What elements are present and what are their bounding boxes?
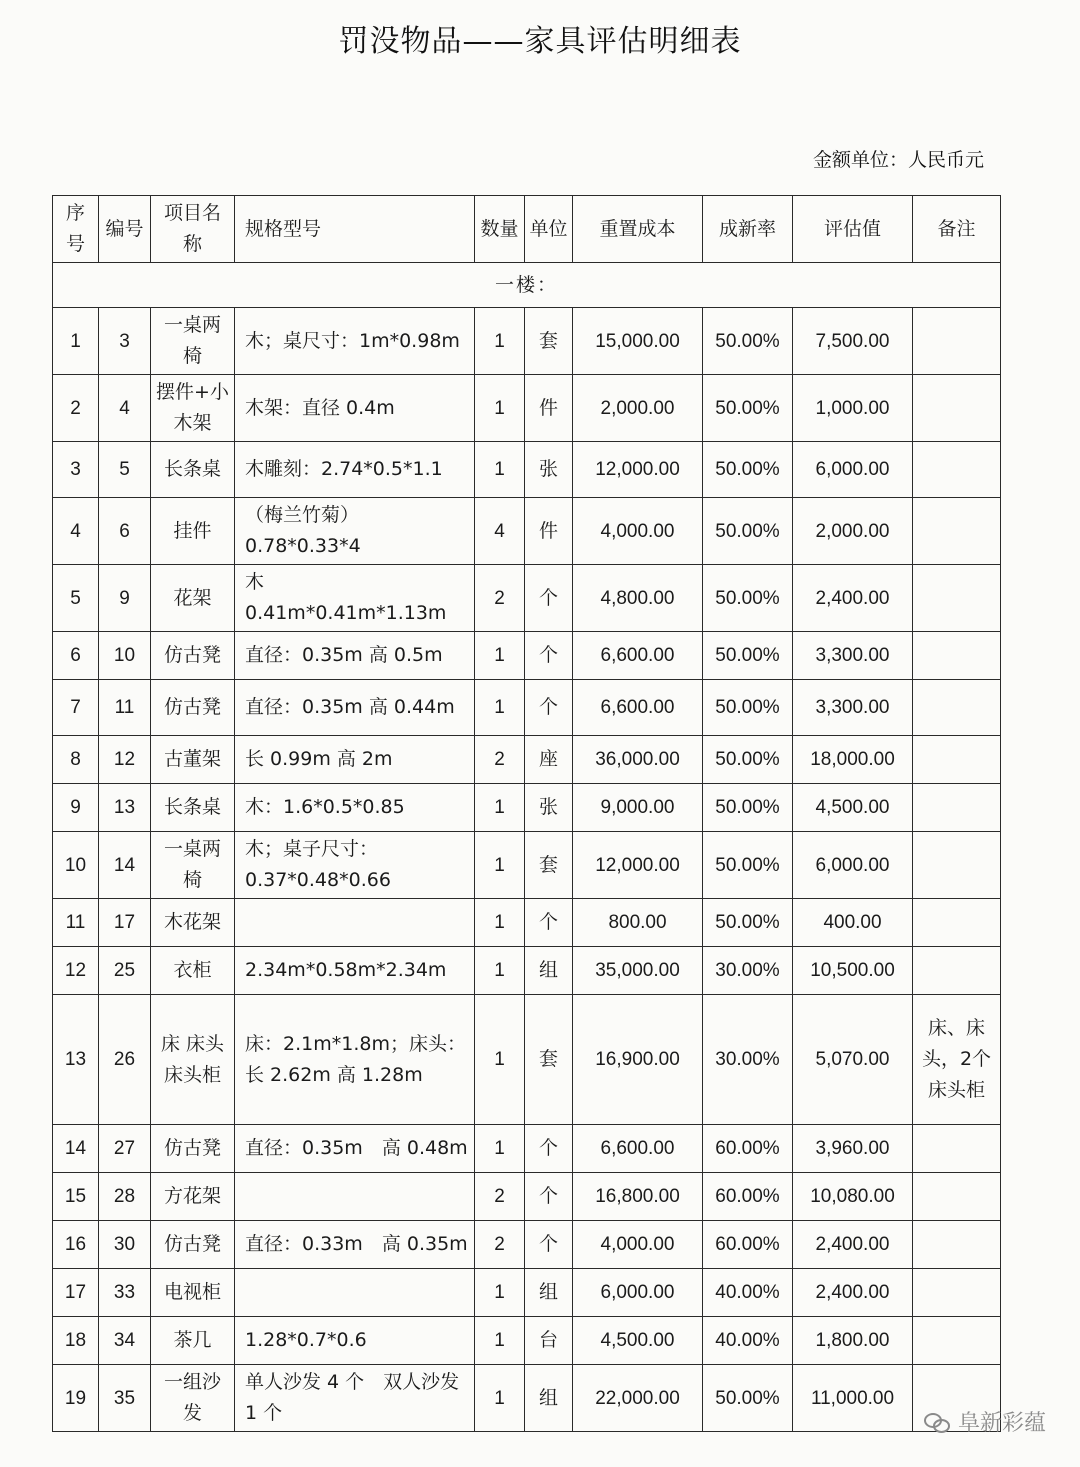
row-cost: 35,000.00 [573,947,703,995]
table-row [53,784,1001,832]
row-code: 25 [99,947,151,995]
row-cost: 9,000.00 [573,784,703,832]
table-row [53,1269,1001,1317]
currency-unit-note: 金额单位：人民币元 [812,149,984,171]
table-row [53,995,1001,1125]
row-rate: 50.00% [703,1365,793,1432]
row-code: 6 [99,498,151,565]
row-name: 长条桌 [151,442,235,498]
row-unit: 套 [525,995,573,1125]
row-cost: 6,000.00 [573,1269,703,1317]
section-row [53,263,1001,308]
table-row [53,1365,1001,1432]
row-seq: 13 [53,995,99,1125]
row-code: 5 [99,442,151,498]
row-qty: 1 [475,442,525,498]
row-seq: 3 [53,442,99,498]
row-cost: 6,600.00 [573,1125,703,1173]
row-spec: 直径：0.33m 高 0.35m [235,1221,475,1269]
row-unit: 个 [525,1125,573,1173]
row-qty: 2 [475,1221,525,1269]
row-value: 4,500.00 [793,784,913,832]
row-qty: 2 [475,565,525,632]
row-name: 摆件+小木架 [151,375,235,442]
row-name: 茶几 [151,1317,235,1365]
row-code: 11 [99,680,151,736]
col-header-seq: 序号 [53,196,99,263]
row-seq: 9 [53,784,99,832]
row-qty: 1 [475,1365,525,1432]
row-value: 3,300.00 [793,632,913,680]
table-row [53,1125,1001,1173]
row-note [913,1221,1001,1269]
row-cost: 4,000.00 [573,498,703,565]
row-value: 1,000.00 [793,375,913,442]
row-code: 14 [99,832,151,899]
row-value: 5,070.00 [793,995,913,1125]
row-unit: 座 [525,736,573,784]
row-spec: 直径：0.35m 高 0.48m [235,1125,475,1173]
row-spec: 直径：0.35m 高 0.5m [235,632,475,680]
row-cost: 4,800.00 [573,565,703,632]
row-rate: 50.00% [703,308,793,375]
row-unit: 组 [525,1365,573,1432]
row-code: 26 [99,995,151,1125]
row-note [913,832,1001,899]
row-note [913,1269,1001,1317]
row-spec: 1.28*0.7*0.6 [235,1317,475,1365]
row-code: 34 [99,1317,151,1365]
watermark-text: 阜新彩蕴 [957,1411,1046,1436]
row-unit: 组 [525,947,573,995]
row-spec: 木雕刻：2.74*0.5*1.1 [235,442,475,498]
table-row [53,308,1001,375]
row-code: 12 [99,736,151,784]
row-name: 花架 [151,565,235,632]
row-note [913,375,1001,442]
row-rate: 60.00% [703,1173,793,1221]
row-qty: 1 [475,375,525,442]
row-code: 10 [99,632,151,680]
row-code: 33 [99,1269,151,1317]
row-rate: 60.00% [703,1125,793,1173]
row-cost: 16,800.00 [573,1173,703,1221]
row-value: 18,000.00 [793,736,913,784]
row-value: 3,960.00 [793,1125,913,1173]
table-row [53,498,1001,565]
row-spec: 木；桌尺寸：1m*0.98m [235,308,475,375]
table-row [53,736,1001,784]
col-header-value: 评估值 [793,196,913,263]
col-header-qty: 数量 [475,196,525,263]
row-cost: 4,500.00 [573,1317,703,1365]
row-qty: 1 [475,1125,525,1173]
row-unit: 件 [525,375,573,442]
row-seq: 2 [53,375,99,442]
row-rate: 60.00% [703,1221,793,1269]
row-note [913,736,1001,784]
row-rate: 50.00% [703,632,793,680]
row-note [913,899,1001,947]
row-seq: 7 [53,680,99,736]
row-unit: 件 [525,498,573,565]
row-spec: 木架：直径 0.4m [235,375,475,442]
row-cost: 6,600.00 [573,632,703,680]
row-qty: 1 [475,632,525,680]
page-title: 罚没物品——家具评估明细表 [338,24,742,59]
row-seq: 6 [53,632,99,680]
row-code: 28 [99,1173,151,1221]
row-value: 1,800.00 [793,1317,913,1365]
row-rate: 50.00% [703,736,793,784]
row-value: 10,080.00 [793,1173,913,1221]
row-name: 仿古凳 [151,1221,235,1269]
row-name: 木花架 [151,899,235,947]
row-spec: 直径：0.35m 高 0.44m [235,680,475,736]
row-spec: 木；桌子尺寸：0.37*0.48*0.66 [235,832,475,899]
row-seq: 11 [53,899,99,947]
row-name: 电视柜 [151,1269,235,1317]
row-note [913,680,1001,736]
row-spec: 长 0.99m 高 2m [235,736,475,784]
row-qty: 1 [475,995,525,1125]
row-note [913,498,1001,565]
row-qty: 1 [475,1269,525,1317]
row-name: 仿古凳 [151,1125,235,1173]
row-rate: 30.00% [703,995,793,1125]
row-spec: 木：1.6*0.5*0.85 [235,784,475,832]
row-unit: 套 [525,308,573,375]
row-note [913,308,1001,375]
row-name: 方花架 [151,1173,235,1221]
row-code: 35 [99,1365,151,1432]
wechat-icon [924,1411,950,1433]
row-spec: 单人沙发 4 个 双人沙发 1 个 [235,1365,475,1432]
row-cost: 2,000.00 [573,375,703,442]
col-header-cost: 重置成本 [573,196,703,263]
row-rate: 50.00% [703,498,793,565]
row-note [913,1125,1001,1173]
row-value: 400.00 [793,899,913,947]
row-name: 床 床头 床头柜 [151,995,235,1125]
row-qty: 1 [475,308,525,375]
row-seq: 8 [53,736,99,784]
row-code: 17 [99,899,151,947]
row-value: 7,500.00 [793,308,913,375]
row-rate: 30.00% [703,947,793,995]
row-note [913,784,1001,832]
row-name: 仿古凳 [151,632,235,680]
row-unit: 个 [525,1173,573,1221]
row-code: 27 [99,1125,151,1173]
row-name: 衣柜 [151,947,235,995]
row-seq: 5 [53,565,99,632]
row-code: 4 [99,375,151,442]
row-seq: 17 [53,1269,99,1317]
row-name: 一组沙发 [151,1365,235,1432]
row-note [913,442,1001,498]
row-seq: 10 [53,832,99,899]
row-code: 30 [99,1221,151,1269]
table-row [53,442,1001,498]
row-seq: 12 [53,947,99,995]
row-note: 床、床头，2个床头柜 [913,995,1001,1125]
row-cost: 12,000.00 [573,832,703,899]
row-rate: 50.00% [703,832,793,899]
row-unit: 组 [525,1269,573,1317]
row-note [913,1317,1001,1365]
row-cost: 15,000.00 [573,308,703,375]
row-unit: 个 [525,565,573,632]
row-cost: 800.00 [573,899,703,947]
row-name: 一桌两椅 [151,308,235,375]
row-name: 仿古凳 [151,680,235,736]
row-rate: 50.00% [703,565,793,632]
row-qty: 2 [475,1173,525,1221]
col-header-code: 编号 [99,196,151,263]
row-seq: 19 [53,1365,99,1432]
table-row [53,375,1001,442]
row-value: 2,400.00 [793,1221,913,1269]
row-name: 古董架 [151,736,235,784]
row-seq: 18 [53,1317,99,1365]
col-header-spec: 规格型号 [235,196,475,263]
row-seq: 1 [53,308,99,375]
row-unit: 张 [525,442,573,498]
table-row [53,832,1001,899]
row-value: 6,000.00 [793,442,913,498]
row-name: 长条桌 [151,784,235,832]
table-row [53,1173,1001,1221]
row-rate: 50.00% [703,442,793,498]
watermark [924,1406,1046,1437]
row-code: 13 [99,784,151,832]
row-qty: 2 [475,736,525,784]
row-rate: 50.00% [703,784,793,832]
row-qty: 1 [475,1317,525,1365]
row-spec: 床：2.1m*1.8m；床头：长 2.62m 高 1.28m [235,995,475,1125]
row-spec: 木 0.41m*0.41m*1.13m [235,565,475,632]
table-row [53,632,1001,680]
row-qty: 1 [475,784,525,832]
row-value: 2,000.00 [793,498,913,565]
row-value: 11,000.00 [793,1365,913,1432]
row-code: 3 [99,308,151,375]
row-seq: 4 [53,498,99,565]
row-spec: （梅兰竹菊）0.78*0.33*4 [235,498,475,565]
row-note [913,1173,1001,1221]
row-cost: 4,000.00 [573,1221,703,1269]
row-unit: 张 [525,784,573,832]
table-header-row [53,196,1001,263]
row-cost: 22,000.00 [573,1365,703,1432]
section-label: 一楼： [53,263,1001,308]
row-seq: 16 [53,1221,99,1269]
col-header-rate: 成新率 [703,196,793,263]
row-seq: 14 [53,1125,99,1173]
row-unit: 个 [525,1221,573,1269]
row-note [913,947,1001,995]
row-seq: 15 [53,1173,99,1221]
row-qty: 4 [475,498,525,565]
row-qty: 1 [475,680,525,736]
col-header-note: 备注 [913,196,1001,263]
row-qty: 1 [475,899,525,947]
row-spec [235,1173,475,1221]
row-cost: 6,600.00 [573,680,703,736]
row-value: 10,500.00 [793,947,913,995]
row-note [913,565,1001,632]
row-unit: 个 [525,680,573,736]
row-spec [235,899,475,947]
row-code: 9 [99,565,151,632]
row-spec: 2.34m*0.58m*2.34m [235,947,475,995]
row-unit: 台 [525,1317,573,1365]
row-rate: 50.00% [703,680,793,736]
row-value: 2,400.00 [793,1269,913,1317]
row-unit: 套 [525,832,573,899]
table-row [53,1221,1001,1269]
row-rate: 40.00% [703,1269,793,1317]
row-cost: 36,000.00 [573,736,703,784]
table-row [53,899,1001,947]
row-value: 2,400.00 [793,565,913,632]
row-value: 3,300.00 [793,680,913,736]
row-name: 一桌两椅 [151,832,235,899]
table-row [53,947,1001,995]
row-note [913,632,1001,680]
row-rate: 50.00% [703,375,793,442]
row-unit: 个 [525,632,573,680]
table-row [53,680,1001,736]
row-rate: 40.00% [703,1317,793,1365]
table-row [53,565,1001,632]
row-cost: 12,000.00 [573,442,703,498]
table-row [53,1317,1001,1365]
row-rate: 50.00% [703,899,793,947]
row-unit: 个 [525,899,573,947]
row-name: 挂件 [151,498,235,565]
row-qty: 1 [475,832,525,899]
col-header-unit: 单位 [525,196,573,263]
row-qty: 1 [475,947,525,995]
row-value: 6,000.00 [793,832,913,899]
row-cost: 16,900.00 [573,995,703,1125]
row-spec [235,1269,475,1317]
furniture-valuation-table [52,195,1001,1432]
col-header-name: 项目名称 [151,196,235,263]
